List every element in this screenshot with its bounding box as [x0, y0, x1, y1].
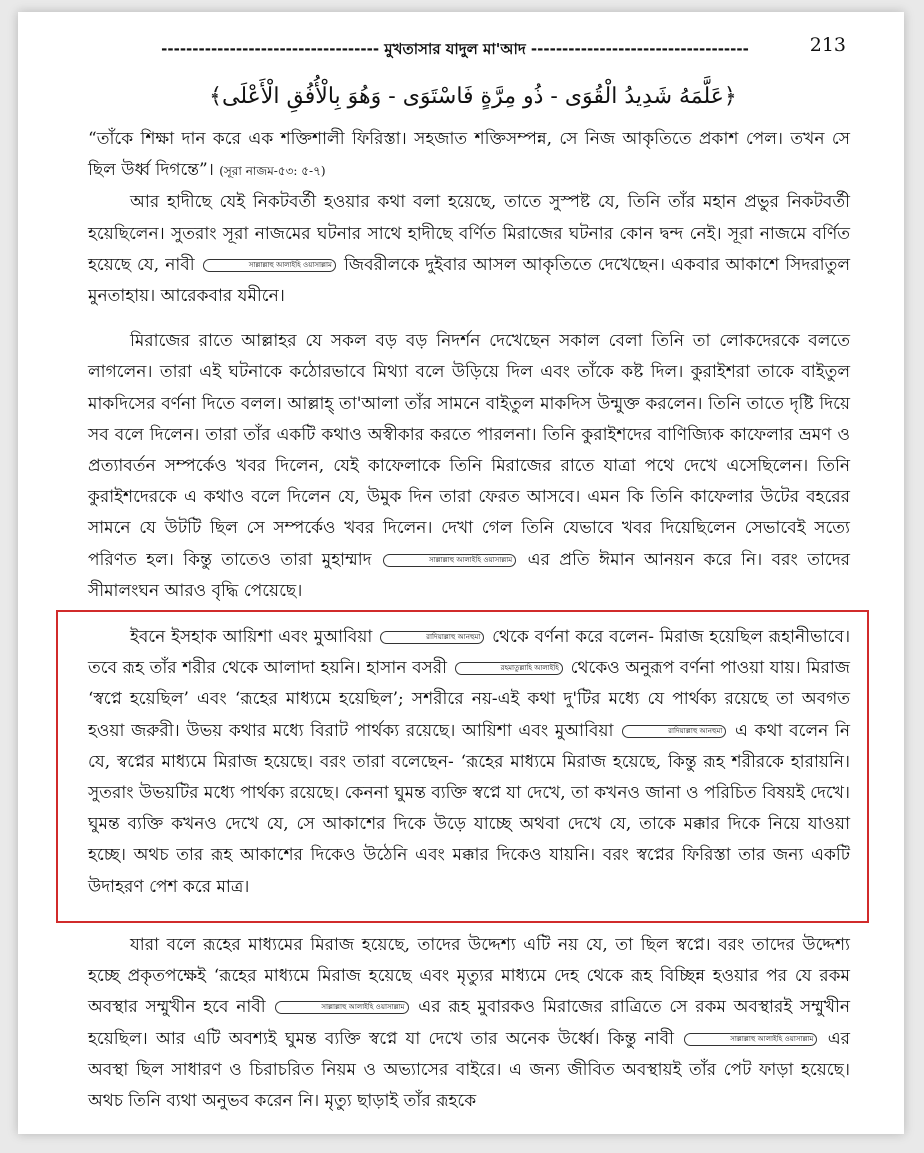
paragraph-text: আর হাদীছে যেই নিকটবর্তী হওয়ার কথা বলা হয়েছে, তাতে সুস্পষ্ট যে, তিনি তাঁর মহান প্রভুর নিকটবর্তী হয়েছিলেন। সুতরাং সূরা নাজমের ঘটনার সাথে হাদীছে বর্ণিত মিরাজের ঘটনার কোন দ্বন্দ নেই। সূরা নাজমে বর্ণিত হয়েছে যে, নাবী [88, 192, 850, 275]
paragraph-hadith-proximity [88, 187, 850, 312]
paragraph-text: এর প্রতি ঈমান আনয়ন করে নি। বরং তাদের সীমালংঘন আরও বৃদ্ধি পেয়েছে। [88, 549, 850, 601]
paragraph-text: মিরাজের রাতে আল্লাহর যে সকল বড় বড় নিদর্শন দেখেছেন সকাল বেলা তিনি তা লোকদেরকে বলতে লাগলেন। তারা এই ঘটনাকে কঠোরভাবে মিথ্যা বলে উড়িয়ে দিল এবং তাঁকে কষ্ট দিল। কুরাইশরা তাকে বাইতুল মাকদিসের বর্ণনা দিতে বলল। আল্লাহ্ তা'আলা তাঁর সামনে বাইতুল মাকদিস উন্মুক্ত করলেন। তিনি তাতে দৃষ্টি দিয়ে সব বলে দিলেন। তারা তাঁর একটি কথাও অস্বীকার করতে পারলনা। তিনি কুরাইশদের বাণিজ্যিক কাফেলার ভ্রমণ ও প্রত্যাবর্তন সম্পর্কেও খবর দিলেন, যেই কাফেলাকে তিনি মিরাজের রাতে যাত্রা পথে দেখে এসেছিলেন। তিনি কুরাইশদেরকে এ কথাও বলে দিলেন যে, উমুক দিন তারা ফেরত আসবে। এমন কি তিনি কাফেলার উটের বহরের সামনে যে উটটি ছিল সে সম্পর্কেও খবর দিলেন। দেখা গেল তিনি যেভাবে খবর দিয়েছিলেন সেভাবেই সত্যে পরিণত হল। কিন্তু তাতেও তারা মুহাম্মাদ [88, 331, 850, 570]
paragraph-text: জিবরীলকে দুইবার আসল আকৃতিতে দেখেছেন। একবার আকাশে সিদরাতুল মুনতাহায়। আরেকবার যমীনে। [88, 254, 851, 307]
quote-text: “তাঁকে শিক্ষা দান করে এক শক্তিশালী ফিরিস্তা। সহজাত শক্তিসম্পন্ন, সে নিজ আকৃতিতে প্রকাশ পেল। তখন সে ছিল উর্ধ্ব দিগন্তে”। [88, 129, 850, 181]
paragraph-text: এর রূহ মুবারকও মিরাজের রাত্রিতে সে রকম অবস্থারই সম্মুখীন হয়েছিল। আর এটি অবশ্যই ঘুমন্ত ব্যক্তি স্বপ্নে যা দেখে তার অনেক উর্ধ্বে। কিন্তু নাবী [88, 997, 851, 1049]
paragraph-miraj-night [88, 326, 850, 607]
paragraph-text: এর অবস্থা ছিল সাধারণ ও চিরাচরিত নিয়ম ও অভ্যাসের বাইরে। এ জন্য জীবিত অবস্থায়ই তাঁর পেট ফাড়া হয়েছে। অথচ তিনি ব্যথা অনুভব করেন নি। মৃত্যু ছাড়াই তাঁর রূহকে [88, 1028, 850, 1112]
highlighted-text-block [88, 622, 850, 903]
paragraph-ruh-miraj [88, 930, 850, 1117]
lower-text-block [88, 930, 850, 1117]
paragraph-text: থেকে বর্ণনা করে বলেন- মিরাজ হয়েছিল রূহানীভাবে। তবে রূহ তাঁর শরীর থেকে আলাদা হয়নি। হাসান বসরী [88, 627, 851, 679]
running-title: ----------------------------------- মুখতাসার যাদুল মা'আদ ----------------------------------- [161, 40, 749, 58]
upper-text-block [88, 124, 850, 607]
quote-paragraph [88, 124, 850, 187]
prophet-honorific-icon: সাল্লাল্লাহু আলাইহি ওয়াসাল্লাম [684, 1033, 817, 1046]
prophet-honorific-icon: সাল্লাল্লাহু আলাইহি ওয়াসাল্লাম [383, 554, 516, 567]
page-number: 213 [809, 34, 846, 56]
paragraph-text: এ কথা বলেন নি যে, স্বপ্নের মাধ্যমে মিরাজ হয়েছে। বরং তারা বলেছেন- ‘রূহের মাধ্যমে মিরাজ হয়েছে, কিন্তু রূহ শরীরকে হারায়নি। সুতরাং উভয়টির মধ্যে পার্থক্য রয়েছে। কেননা ঘুমন্ত ব্যক্তি স্বপ্নে যা দেখে, তা কখনও জানা ও পরিচিত বিষয়ই দেখে। ঘুমন্ত ব্যক্তি কখনও দেখে যে, সে আকাশের দিকে উড়ে যাচ্ছে অথবা দেখে যে, তাকে মক্কার দিকে নিয়ে যাওয়া হচ্ছে। অথচ তার রূহ আকাশের দিকেও উঠেনি এবং মক্কার দিকেও যায়নি। বরং স্বপ্নের ফিরিস্তা তার জন্য একটি উদাহরণ পেশ করে মাত্র। [88, 720, 851, 897]
arabic-verse: ﴿عَلَّمَهُ شَدِيدُ الْقُوَى - ذُو مِرَّةٍ فَاسْتَوَى - وَهُوَ بِالْأُفُقِ الْأَعْلَى﴾ [209, 84, 737, 109]
paragraph-text: ইবনে ইসহাক আয়িশা এবং মুআবিয়া [130, 627, 373, 647]
prophet-honorific-icon: সাল্লাল্লাহু আলাইহি ওয়াসাল্লাম [275, 1001, 408, 1014]
quran-citation: (সূরা নাজম-৫৩: ৫-৭) [219, 164, 326, 179]
sahabi-honorific-icon: রাদিয়াল্লাহু আনহুমা [622, 725, 726, 738]
sahabi-honorific-icon: রাদিয়াল্লাহু আনহুমা [380, 631, 484, 644]
paragraph-text: যারা বলে রূহের মাধ্যমের মিরাজ হয়েছে, তাদের উদ্দেশ্য এটি নয় যে, তা ছিল স্বপ্নে। বরং তাদের উদ্দেশ্য হচ্ছে প্রকৃতপক্ষেই ‘রূহের মাধ্যমে মিরাজ হয়েছে এবং মৃত্যুর মাধ্যমে দেহ থেকে রূহ বিচ্ছিন্ন হওয়ার পর যে রকম অবস্থার সম্মুখীন হবে নাবী [88, 935, 850, 1018]
prophet-honorific-icon: সাল্লাল্লাহু আলাইহি ওয়াসাল্লাম [203, 259, 336, 272]
page-header [18, 34, 904, 64]
book-page [18, 12, 904, 1134]
paragraph-ibn-ishaq [88, 622, 850, 903]
tabii-honorific-icon: রহমাতুল্লাহি আলাইহি [455, 662, 563, 675]
paragraph-text: থেকেও অনুরূপ বর্ণনা পাওয়া যায়। মিরাজ ‘স্বপ্নে হয়েছিল’ এবং ‘রূহের মাধ্যমে হয়েছিল’; সশরীরে নয়-এই কথা দু'টির মধ্যে যে পার্থক্য রয়েছে তা অবগত হওয়া জরুরী। উভয় কথার মধ্যে বিরাট পার্থক্য রয়েছে। আয়িশা এবং মুআবিয়া [88, 658, 851, 741]
